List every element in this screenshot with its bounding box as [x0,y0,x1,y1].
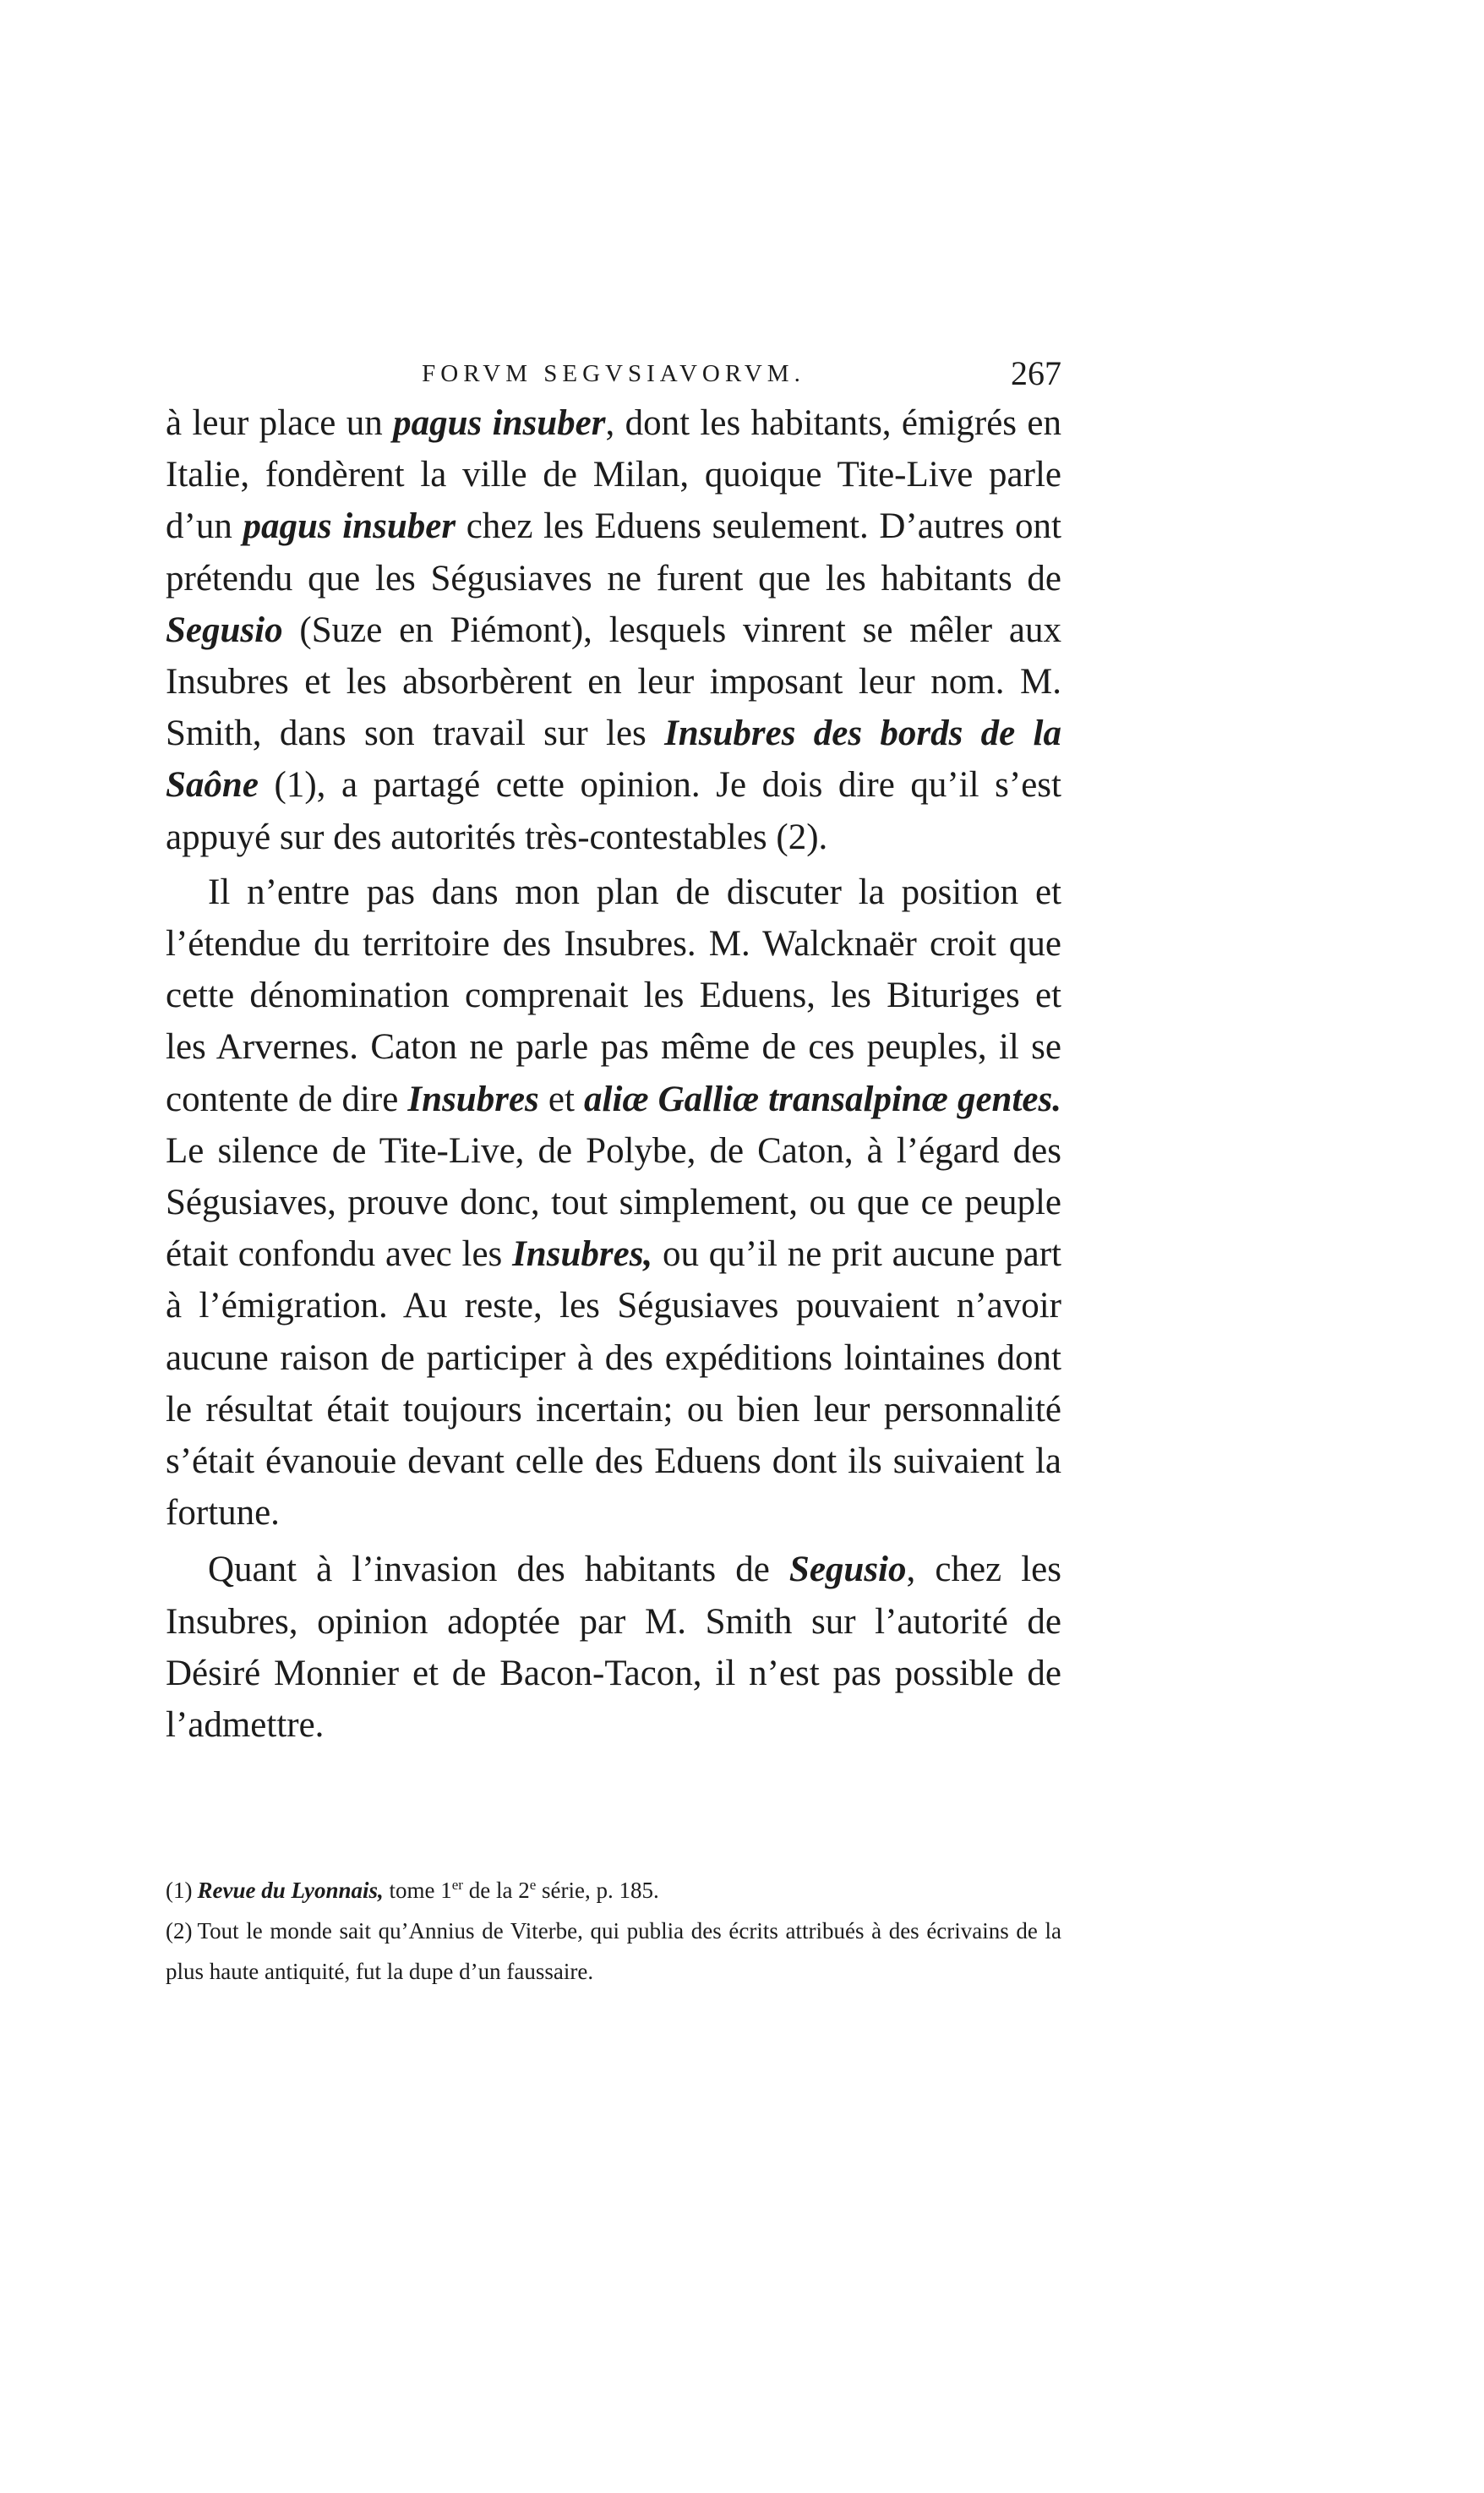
text-segment: et [538,1079,585,1119]
text-segment: (1), a partagé cette opinion. Je dois dire qu’il s’est appuyé sur des autorités très-contestables (2). [166,765,1061,857]
text-segment: (Suze en Piémont), lesquels vinrent se mêler aux Insubres et les absorbèrent en leur imposant leur nom. M. Smith, dans son travail sur les [166,610,1061,754]
text-segment: ou qu’il ne prit aucune part à l’émigration. Au reste, les Ségusiaves pouvaient n’avoir aucune raison de participer à des expéditions lointaines dont le résultat était toujours incertain; ou bien leur personnalité s’était évanouie devant celle des Eduens dont ils suivaient la fortune. [166,1234,1061,1534]
italic-term: Insubres [407,1079,539,1119]
text-segment: , chez les Insubres, opinion adoptée par M. Smith sur l’autorité de Désiré Monnier et de Bacon-Tacon, il n’est pas possible de l’admettre. [166,1550,1061,1746]
footnote-text: série, p. 185. [536,1878,659,1903]
text-segment: Le silence de Tite-Live, de Polybe, de Caton, à l’égard des Ségusiaves, prouve donc, tout simplement, ou que ce peuple était confondu avec les [166,1130,1061,1275]
italic-term: aliæ Galliæ transalpinæ gentes. [584,1079,1061,1119]
italic-term: Insubres, [512,1234,653,1275]
footnote-number: (2) [166,1918,193,1944]
footnote-2 [166,1911,1061,1992]
page-number: 267 [1011,354,1061,392]
text-segment: à leur place un [166,403,394,443]
footnote-text: Tout le monde sait qu’Annius de Viterbe, qui publia des écrits attribués à des écrivains de la plus haute antiquité, fut la dupe d’un faussaire. [166,1918,1061,1984]
italic-term: pagus insuber [393,403,606,443]
footnotes [166,1870,1061,1992]
body-text [166,397,1061,1751]
footnote-text: de la 2 [462,1878,530,1903]
footnote-1 [166,1870,1061,1911]
paragraph-1 [166,397,1061,863]
paragraph-2 [166,867,1061,1539]
running-title: FORVM SEGVSIAVORVM. [422,360,805,387]
text-segment: , dont les habitants, émigrés en Italie, fondèrent la ville de Milan, quoique Tite-Live parle d’un [166,403,1061,547]
italic-term: Segusio [788,1550,907,1590]
superscript: er [451,1877,463,1893]
italic-term: Segusio [166,610,283,650]
italic-term: Insubres des bords de la Saône [166,713,1061,806]
superscript: e [529,1877,537,1893]
italic-term: pagus insuber [243,506,456,547]
footnote-text: tome 1 [383,1878,452,1903]
paragraph-3 [166,1544,1061,1751]
text-segment: chez les Eduens seulement. D’autres ont prétendu que les Ségusiaves ne furent que les habitants de [166,506,1061,599]
text-segment: Quant à l’invasion des habitants de [208,1550,789,1590]
running-head [166,353,1061,404]
footnote-source-title: Revue du Lyonnais, [197,1878,384,1903]
text-segment: Il n’entre pas dans mon plan de discuter la position et l’étendue du territoire des Insubres. M. Walcknaër croit que cette dénomination comprenait les Eduens, les Bituriges et les Arvernes. Caton ne parle pas même de ces peuples, il se contente de dire [166,872,1061,1119]
footnote-number: (1) [166,1878,193,1903]
